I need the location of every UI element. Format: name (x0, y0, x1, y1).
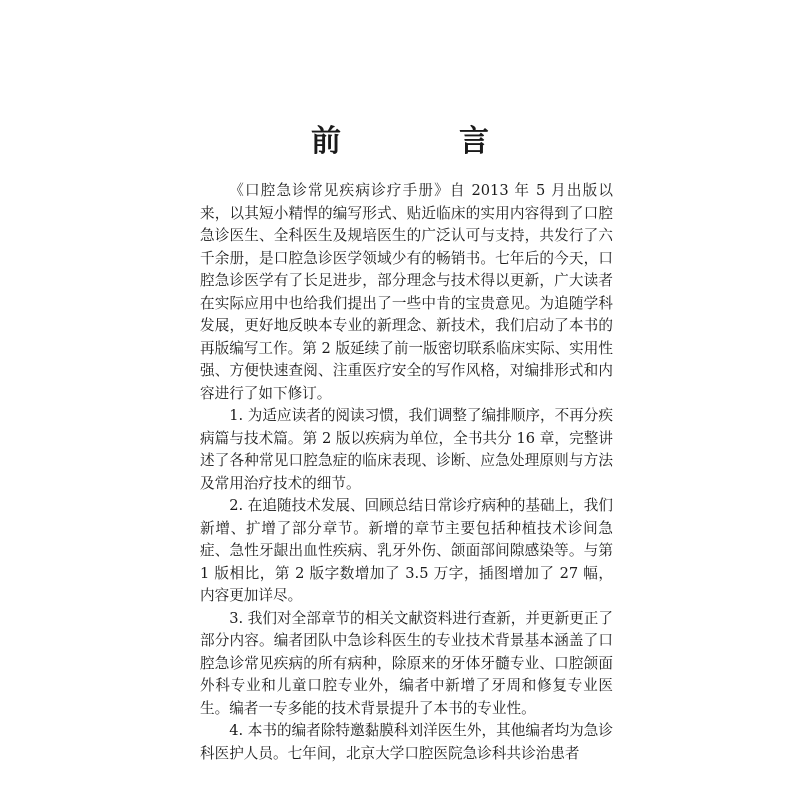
paragraph-item-3: 3. 我们对全部章节的相关文献资料进行查新，并更新更正了部分内容。编者团队中急诊科医生的专业技术背景基本涵盖了口腔急诊常见疾病的所有病种，除原来的牙体牙髓专业、口腔颌面外科专业和儿童口腔专业外，编者中新增了牙周和修复专业医生。编者一专多能的技术背景提升了本书的专业性。 (200, 609, 613, 717)
page-title: 前 言 (311, 124, 533, 159)
paragraph-item-2: 2. 在追随技术发展、回顾总结日常诊疗病种的基础上，我们新增、扩增了部分章节。新增的章节主要包括种植技术诊间急症、急性牙龈出血性疾病、乳牙外伤、颌面部间隙感染等。与第 1 版相比，第 2 版字数增加了 3.5 万字，插图增加了 27 幅，内容更加详尽。 (200, 497, 613, 604)
paragraph-item-4: 4. 本书的编者除特邀黏膜科刘洋医生外，其他编者均为急诊科医护人员。七年间，北京大学口腔医院急诊科共诊治患者 (200, 722, 613, 762)
paragraph-item-1: 1. 为适应读者的阅读习惯，我们调整了编排顺序，不再分疾病篇与技术篇。第 2 版以疾病为单位，全书共分 16 章，完整讲述了各种常见口腔急症的临床表现、诊断、应急处理原则与方法及常用治疗技术的细节。 (200, 407, 613, 492)
preface-body (200, 180, 613, 765)
paragraph-intro: 《口腔急诊常见疾病诊疗手册》自 2013 年 5 月出版以来，以其短小精悍的编写形式、贴近临床的实用内容得到了口腔急诊医生、全科医生及规培医生的广泛认可与支持，共发行了六千余册，是口腔急诊医学领域少有的畅销书。七年后的今天，口腔急诊医学有了长足进步，部分理念与技术得以更新，广大读者在实际应用中也给我们提出了一些中肯的宝贵意见。为追随学科发展，更好地反映本专业的新理念、新技术，我们启动了本书的再版编写工作。第 2 版延续了前一版密切联系临床实际、实用性强、方便快速查阅、注重医疗安全的写作风格，对编排形式和内容进行了如下修订。 (200, 182, 613, 402)
